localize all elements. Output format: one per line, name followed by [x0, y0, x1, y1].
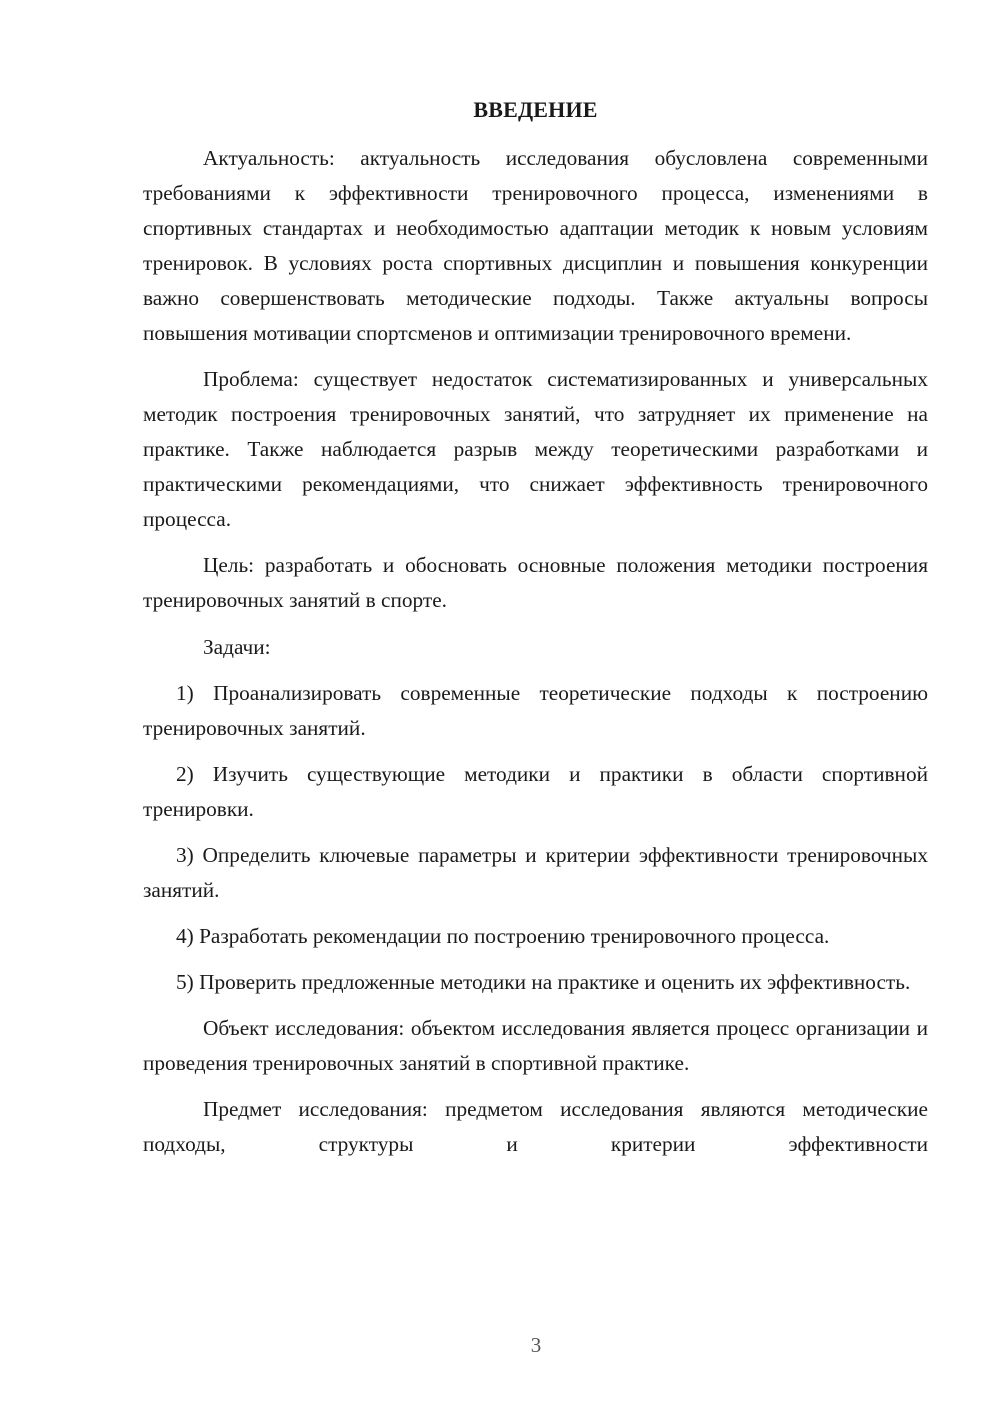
object-paragraph: Объект исследования: объектом исследования является процесс организации и проведения тренировочных занятий в спортивной практике. [143, 1016, 928, 1075]
task-item-2: 2) Изучить существующие методики и практики в области спортивной тренировки. [143, 762, 928, 821]
problem-paragraph: Проблема: существует недостаток систематизированных и универсальных методик построения тренировочных занятий, что затрудняет их применение на практике. Также наблюдается разрыв между теоретическими разработками и практическими рекомендациями, что снижает эффективность тренировочного процесса. [143, 367, 928, 531]
page-number: 3 [530, 1333, 542, 1357]
subject-paragraph: Предмет исследования: предметом исследования являются методические подходы, структуры и критерии эффективности [143, 1097, 928, 1156]
task-item-3: 3) Определить ключевые параметры и критерии эффективности тренировочных занятий. [143, 843, 928, 902]
tasks-label: Задачи: [203, 635, 271, 659]
goal-paragraph: Цель: разработать и обосновать основные положения методики построения тренировочных занятий в спорте. [143, 553, 928, 612]
task-item-4: 4) Разработать рекомендации по построению тренировочного процесса. [176, 924, 830, 948]
document-page [143, 94, 928, 1162]
page-title: ВВЕДЕНИЕ [473, 97, 598, 122]
relevance-paragraph: Актуальность: актуальность исследования обусловлена современными требованиями к эффективности тренировочного процесса, изменениями в спортивных стандартах и необходимостью адаптации методик к новым условиям тренировок. В условиях роста спортивных дисциплин и повышения конкуренции важно совершенствовать методические подходы. Также актуальны вопросы повышения мотивации спортсменов и оптимизации тренировочного времени. [143, 146, 928, 345]
task-item-5: 5) Проверить предложенные методики на практике и оценить их эффективность. [176, 970, 911, 994]
task-item-1: 1) Проанализировать современные теоретические подходы к построению тренировочных занятий. [143, 681, 928, 740]
